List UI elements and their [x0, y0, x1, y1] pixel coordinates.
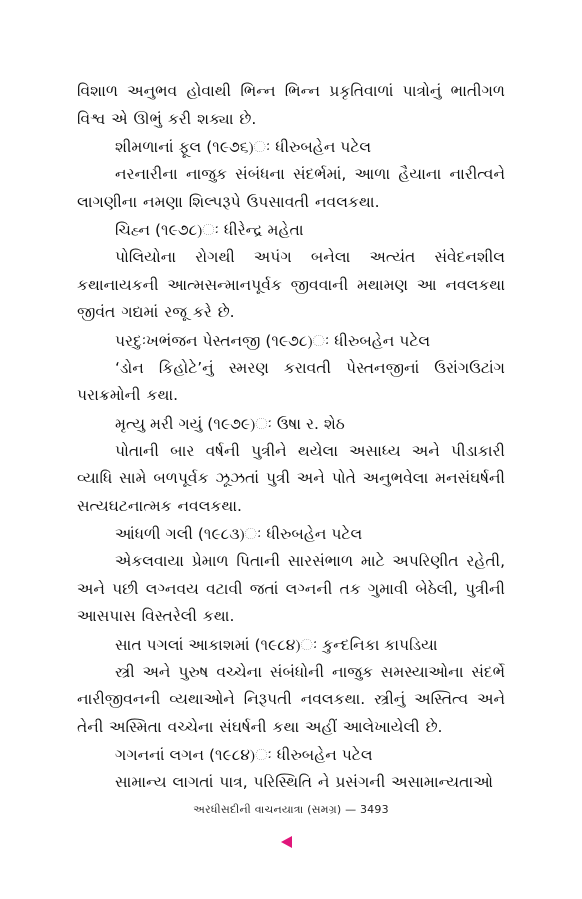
page-content — [77, 78, 505, 797]
entry-body: પોલિયોના રોગથી અપંગ બનેલા અત્યંત સંવેદનશીલ કથાનાયકની આત્મસન્માનપૂર્વક જીવવાની મથામણ આ નવલકથા જીવંત ગદ્યમાં રજૂ કરે છે. — [77, 248, 505, 321]
entry-body: પોતાની બાર વર્ષની પુત્રીને થયેલા અસાધ્ય અને પીડાકારી વ્યાધિ સામે બળપૂર્વક ઝૂઝતાં પુત્રી અને પોતે અનુભવેલા મનસંઘર્ષની સત્યઘટનાત્મક નવલકથા. — [77, 441, 505, 515]
entry-title: આંધળી ગલી (૧૯૮૩)ઃ ધીરુબહેન પટેલ — [115, 525, 363, 543]
entry-body: એકલવાયા પ્રેમાળ પિતાની સારસંભાળ માટે અપરિણીત રહેતી, અને પછી લગ્નવય વટાવી જતાં લગ્નની તક ગુમાવી બેઠેલી, પુત્રીની આસપાસ વિસ્તરેલી કથા. — [77, 552, 505, 625]
page-footer: અરધીસદીની વાચનયાત્રા (સમગ્ર) — 3493 — [193, 803, 389, 816]
entry-title: ચિહ્ન (૧૯૭૮)ઃ ધીરેન્દ્ર મહેતા — [115, 221, 304, 239]
entry-title: મૃત્યુ મરી ગયું (૧૯૭૯)ઃ ઉષા ર. શેઠ — [115, 414, 345, 433]
entry-body: ‘ડોન કિહોટે’નું સ્મરણ કરાવતી પેસ્તનજીનાં ઉરાંગઉટાંગ પરાક્રમોની કથા. — [77, 358, 505, 404]
entry-body: સામાન્ય લાગતાં પાત્ર, પરિસ્થિતિ ને પ્રસંગની અસામાન્યતાઓ — [115, 773, 493, 791]
entry-body: નરનારીના નાજુક સંબંધના સંદર્ભમાં, આળા હૈયાના નારીત્વને લાગણીના નમણા શિલ્પરૂપે ઉપસાવતી નવલકથા. — [77, 165, 505, 211]
entry-body: સ્ત્રી અને પુરુષ વચ્ચેના સંબંધોની નાજુક સમસ્યાઓના સંદર્ભે નારીજીવનની વ્યથાઓને નિરૂપતી નવલકથા. સ્ત્રીનું અસ્તિત્વ અને તેની અસ્મિતા વચ્ચેના સંઘર્ષની કથા અહીં આલેખાયેલી છે. — [77, 662, 505, 736]
entry-title: પરદુઃખભંજન પેસ્તનજી (૧૯૭૮)ઃ ધીરુબહેન પટેલ — [115, 331, 431, 350]
entry-title: ગગનનાં લગન (૧૯૮૪)ઃ ધીરુબહેન પટેલ — [115, 746, 373, 764]
entry-title: સાત પગલાં આકાશમાં (૧૯૮૪)ઃ કુન્દનિકા કાપડિયા — [115, 635, 438, 654]
intro-paragraph: વિશાળ અનુભવ હોવાથી ભિન્ન ભિન્ન પ્રકૃતિવાળાં પાત્રોનું ભાતીગળ વિશ્વ એ ઊભું કરી શક્યા છે. — [77, 82, 505, 128]
prev-page-arrow-icon[interactable] — [281, 836, 292, 848]
entry-title: શીમળાનાં ફૂલ (૧૯૭૬)ઃ ધીરુબહેન પટેલ — [115, 138, 372, 156]
